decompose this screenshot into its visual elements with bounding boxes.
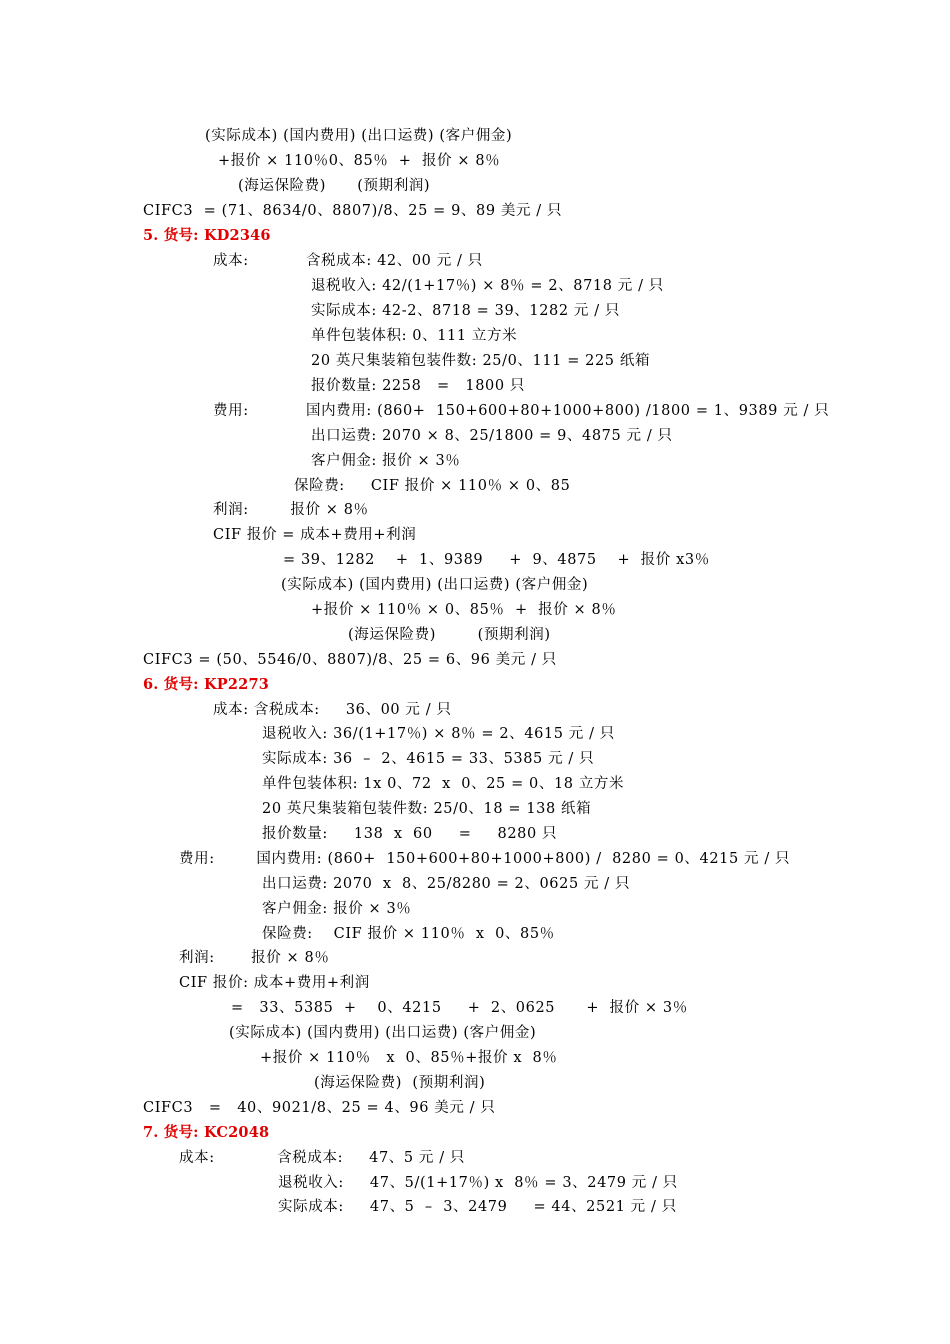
section-heading: 6. 货号: KP2273 xyxy=(143,676,270,693)
text-line: 成本: 含税成本: 36、00 元 / 只 xyxy=(213,702,452,718)
text-line: 报价数量: 138 x 60 = 8280 只 xyxy=(262,826,558,842)
section-heading: 7. 货号: KC2048 xyxy=(143,1124,270,1141)
text-line: 保险费: CIF 报价 × 110％ x 0、85％ xyxy=(262,926,555,942)
text-line: 退税收入: 47、5/(1+17％) x 8％ = 3、2479 元 / 只 xyxy=(278,1175,678,1191)
text-line: (海运保险费) (预期利润) xyxy=(348,627,551,643)
text-line: 费用: 国内费用: (860+ 150+600+80+1000+800) / 8280 = 0、4215 元 / 只 xyxy=(179,851,791,867)
text-line: 实际成本: 36 – 2、4615 = 33、5385 元 / 只 xyxy=(262,751,595,767)
text-line: 客户佣金: 报价 × 3％ xyxy=(262,901,412,917)
text-line: +报价 × 110％0、85％ + 报价 × 8％ xyxy=(218,153,501,169)
text-line: 单件包装体积: 0、111 立方米 xyxy=(311,328,518,344)
text-line: 20 英尺集装箱包装件数: 25/0、18 = 138 纸箱 xyxy=(262,801,592,817)
text-line: (海运保险费) (预期利润) xyxy=(314,1075,486,1091)
text-line: 退税收入: 36/(1+17％) × 8％ = 2、4615 元 / 只 xyxy=(262,726,615,742)
text-line: 成本: 含税成本: 47、5 元 / 只 xyxy=(179,1150,466,1166)
text-line: = 39、1282 + 1、9389 + 9、4875 + 报价 x3％ xyxy=(283,552,710,568)
text-line: 单件包装体积: 1x 0、72 x 0、25 = 0、18 立方米 xyxy=(262,776,625,792)
text-line: 退税收入: 42/(1+17％) × 8％ = 2、8718 元 / 只 xyxy=(311,278,664,294)
text-line: (实际成本) (国内费用) (出口运费) (客户佣金) xyxy=(229,1025,537,1041)
text-line: CIFC3 = (71、8634/0、8807)/8、25 = 9、89 美元 / 只 xyxy=(143,203,563,219)
text-line: 实际成本: 42-2、8718 = 39、1282 元 / 只 xyxy=(311,303,621,319)
text-line: 利润: 报价 × 8％ xyxy=(179,950,330,966)
text-line: CIF 报价: 成本+费用+利润 xyxy=(179,975,370,991)
text-line: CIFC3 = 40、9021/8、25 = 4、96 美元 / 只 xyxy=(143,1100,496,1116)
text-line: 报价数量: 2258 = 1800 只 xyxy=(311,378,526,394)
text-line: CIFC3 = (50、5546/0、8807)/8、25 = 6、96 美元 / 只 xyxy=(143,652,557,668)
text-line: (实际成本) (国内费用) (出口运费) (客户佣金) xyxy=(281,577,589,593)
text-line: (实际成本) (国内费用) (出口运费) (客户佣金) xyxy=(205,128,513,144)
text-line: 实际成本: 47、5 – 3、2479 = 44、2521 元 / 只 xyxy=(278,1199,677,1215)
section-heading: 5. 货号: KD2346 xyxy=(143,227,271,244)
text-line: 客户佣金: 报价 × 3％ xyxy=(311,453,461,469)
text-line: +报价 × 110％ × 0、85％ + 报价 × 8％ xyxy=(311,602,617,618)
text-line: +报价 × 110％ x 0、85％+报价 x 8％ xyxy=(260,1050,558,1066)
text-line: 20 英尺集装箱包装件数: 25/0、111 = 225 纸箱 xyxy=(311,353,651,369)
text-line: (海运保险费) (预期利润) xyxy=(238,178,431,194)
text-line: 利润: 报价 × 8％ xyxy=(213,502,369,518)
text-line: 出口运费: 2070 × 8、25/1800 = 9、4875 元 / 只 xyxy=(311,428,673,444)
text-line: 保险费: CIF 报价 × 110％ × 0、85 xyxy=(294,478,571,494)
text-line: = 33、5385 + 0、4215 + 2、0625 + 报价 × 3％ xyxy=(231,1000,688,1016)
text-line: 费用: 国内费用: (860+ 150+600+80+1000+800) /1800 = 1、9389 元 / 只 xyxy=(213,403,830,419)
text-line: 成本: 含税成本: 42、00 元 / 只 xyxy=(213,253,483,269)
text-line: CIF 报价 = 成本+费用+利润 xyxy=(213,527,417,543)
text-line: 出口运费: 2070 x 8、25/8280 = 2、0625 元 / 只 xyxy=(262,876,631,892)
